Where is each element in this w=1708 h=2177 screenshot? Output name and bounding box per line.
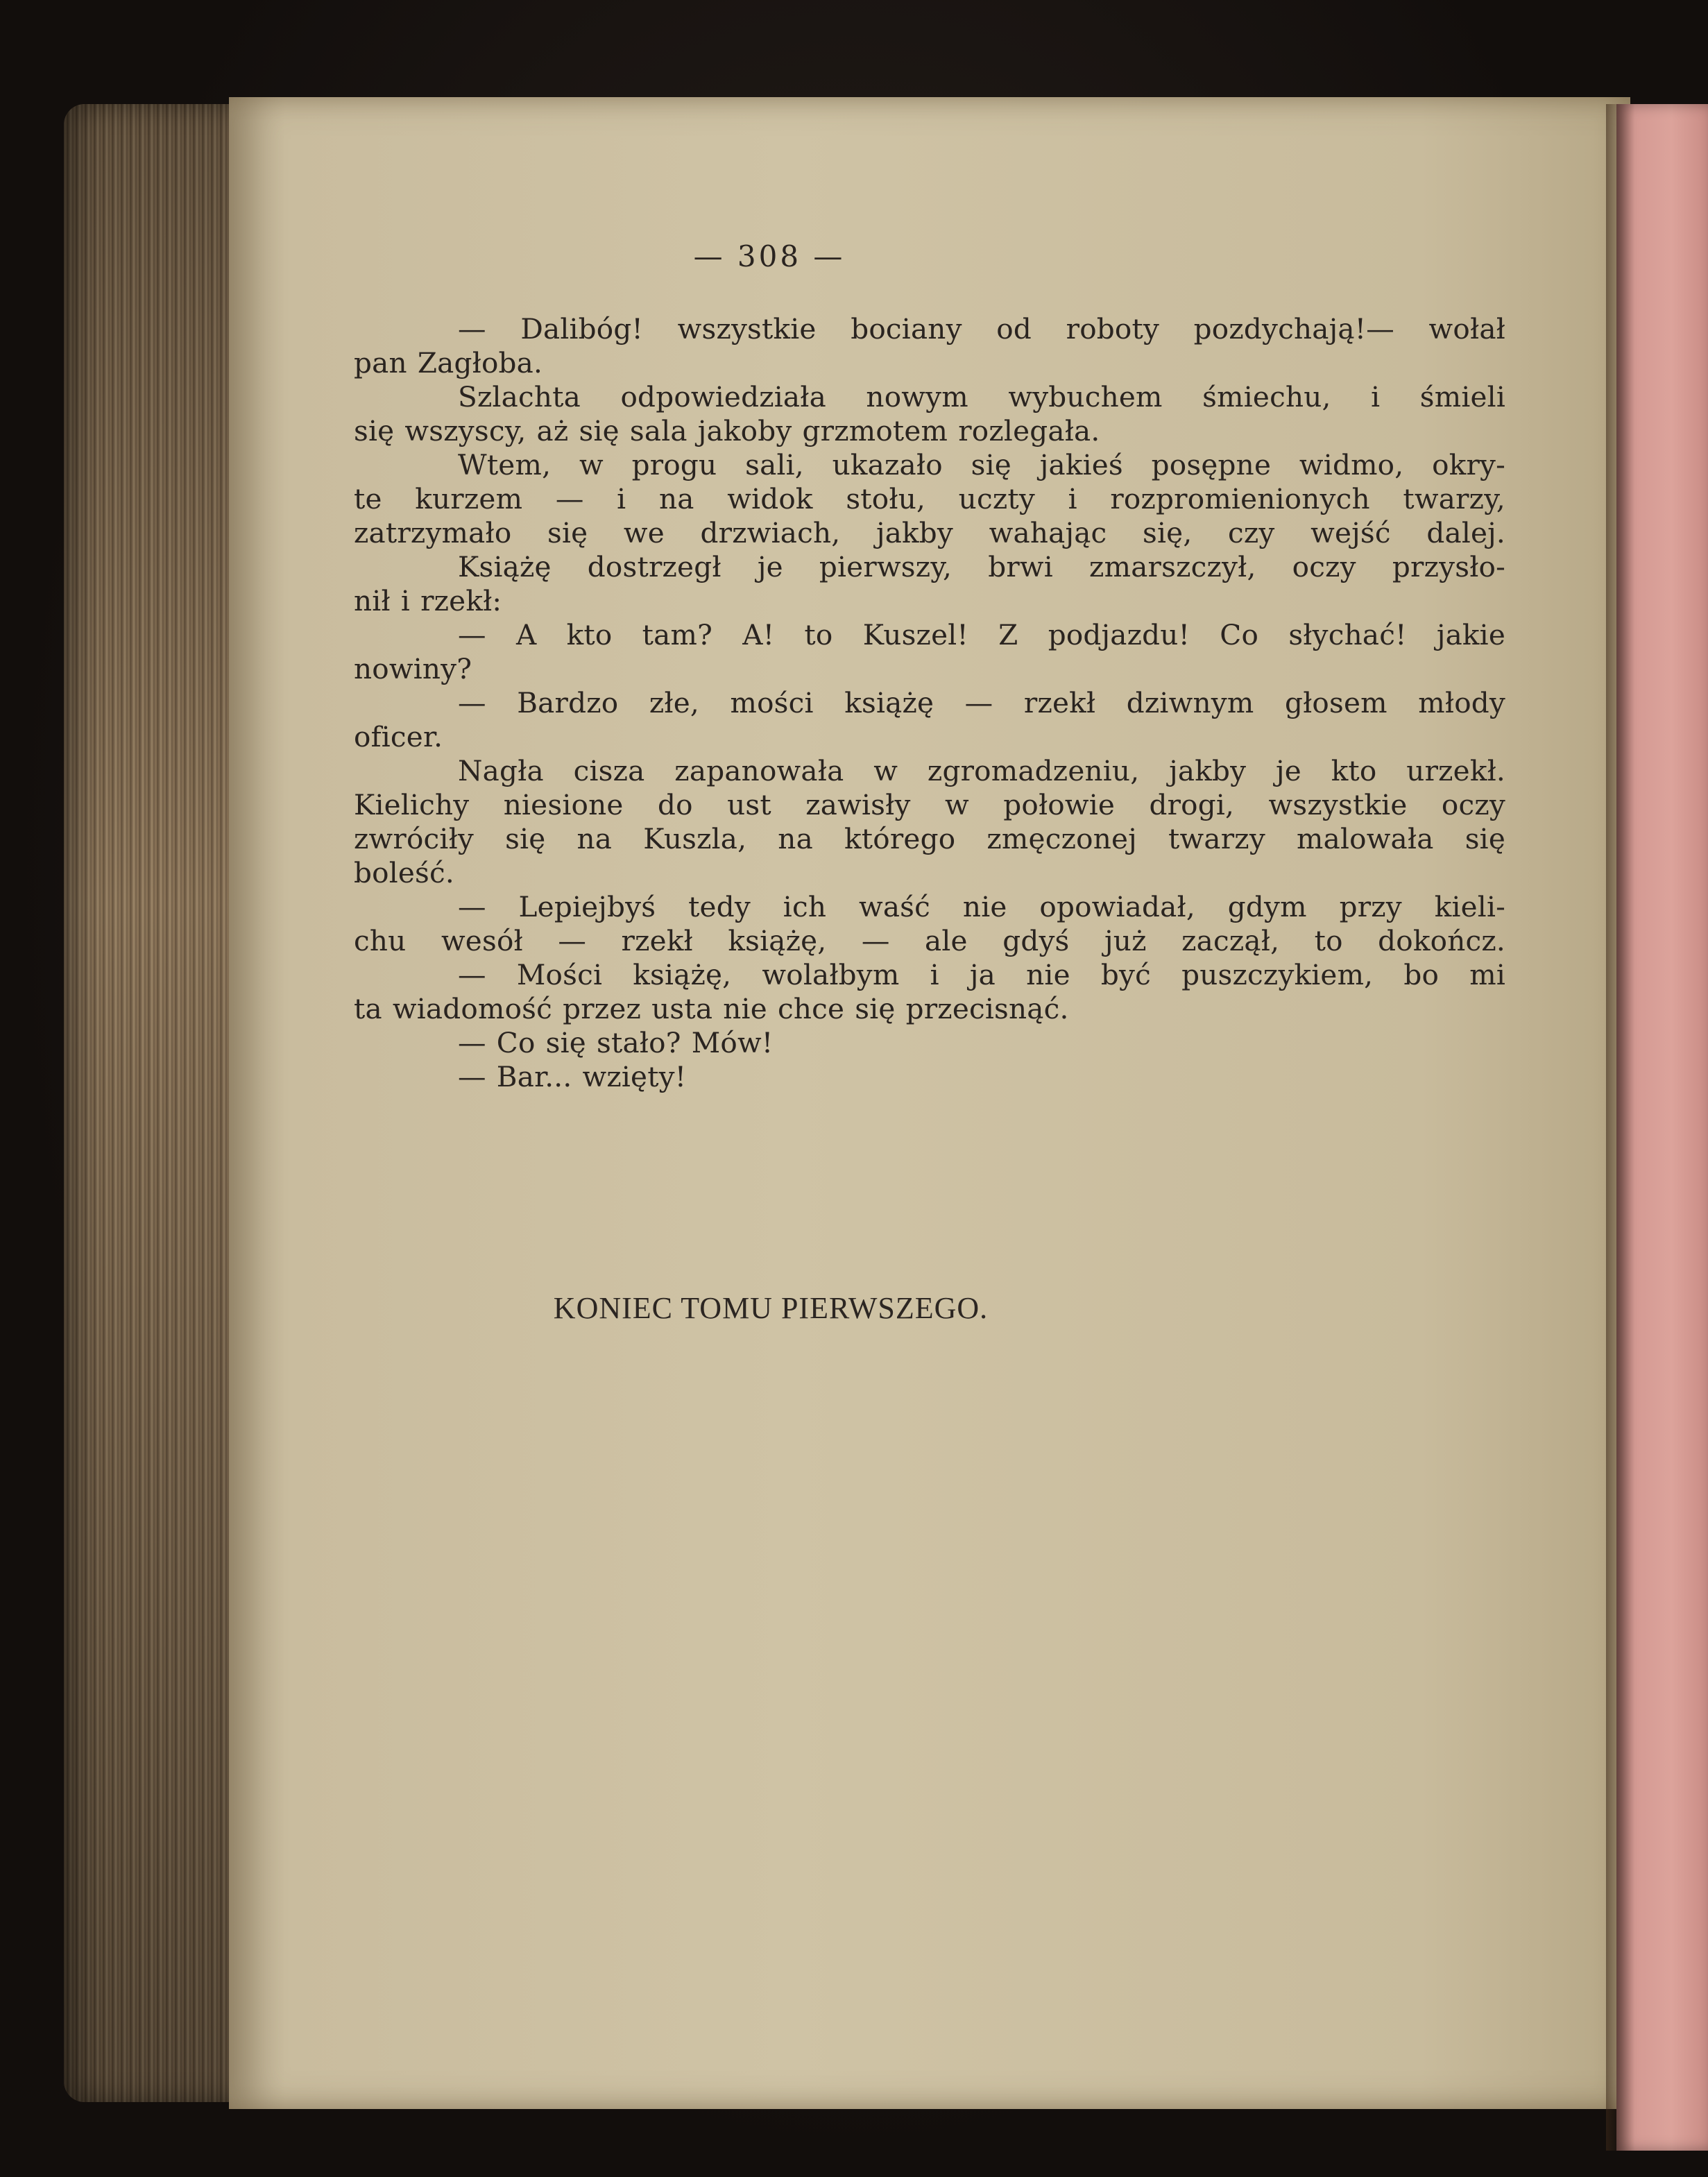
text-line: Wtem, w progu sali, ukazało się jakieś posępne widmo, okry- [458,448,1505,481]
text-line: boleść. [354,856,454,889]
text-line: nił i rzekł: [354,584,502,617]
body-text [354,312,1505,1094]
text-line: ta wiadomość przez usta nie chce się przecisnąć. [354,992,1069,1025]
text-line: Książę dostrzegł je pierwszy, brwi zmarszczył, oczy przysło- [458,550,1505,583]
text-line: — Bar... wzięty! [458,1060,687,1093]
text-line: oficer. [354,720,443,753]
text-line: pan Zagłoba. [354,346,543,379]
text-line: — Co się stało? Mów! [458,1026,774,1059]
text-line: — Dalibóg! wszystkie bociany od roboty pozdychają!— wołał [458,312,1505,345]
page-number [0,239,1708,273]
text-line: Szlachta odpowiedziała nowym wybuchem śmiechu, i śmieli [458,380,1505,413]
text-line: Nagła cisza zapanowała w zgromadzeniu, jakby je kto urzekł. [458,754,1505,787]
text-line: — Lepiejbyś tedy ich waść nie opowiadał, gdym przy kieli- [458,890,1505,923]
text-line: chu wesół — rzekł książę, — ale gdyś już zaczął, to dokończ. [354,924,1505,957]
page-stack-edge [64,104,237,2102]
end-of-volume-note [0,1290,1708,1326]
text-line: — Mości książę, wolałbym i ja nie być puszczykiem, bo mi [458,958,1505,991]
text-line: te kurzem — i na widok stołu, uczty i rozpromienionych twarzy, [354,482,1505,515]
text-line: nowiny? [354,652,472,685]
page-number-text: — 308 — [693,239,846,273]
text-line: się wszyscy, aż się sala jakoby grzmotem rozlegała. [354,414,1100,447]
end-of-volume-text: KONIEC TOMU PIERWSZEGO. [553,1291,989,1325]
text-line: — Bardzo złe, mości książę — rzekł dziwnym głosem młody [458,686,1505,719]
text-line: Kielichy niesione do ust zawisły w połowie drogi, wszystkie oczy [354,788,1505,821]
text-line: — A kto tam? A! to Kuszel! Z podjazdu! Co słychać! jakie [458,618,1505,651]
text-line: zwróciły się na Kuszla, na którego zmęczonej twarzy malowała się [354,822,1505,855]
pink-cover-edge [1616,104,1708,2151]
text-line: zatrzymało się we drzwiach, jakby wahając się, czy wejść dalej. [354,516,1505,549]
